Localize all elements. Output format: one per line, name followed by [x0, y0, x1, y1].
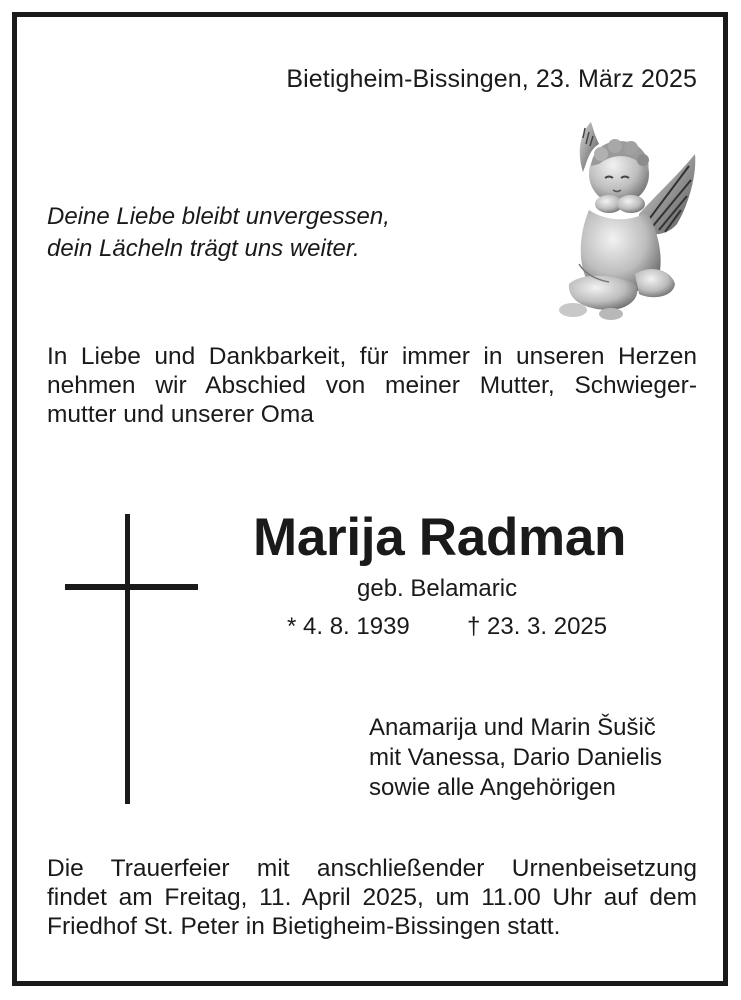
cross-vertical-bar [125, 514, 130, 804]
funeral-service-info [47, 854, 697, 941]
birth-date: * 4. 8. 1939 [287, 613, 410, 640]
death-date: † 23. 3. 2025 [467, 613, 608, 640]
cherub-angel-icon [539, 114, 699, 324]
memorial-quote [47, 201, 390, 265]
quote-line: dein Lächeln trägt uns weiter. [47, 235, 360, 262]
intro-line: nehmen wir Abschied von meiner Mutter, Schwieger- [47, 372, 697, 399]
intro-text [47, 342, 697, 429]
family-line: mit Vanessa, Dario Danielis [369, 744, 663, 771]
intro-line: mutter und unserer Oma [47, 401, 314, 428]
place-date: Bietigheim-Bissingen, 23. März 2025 [286, 65, 697, 93]
obituary-notice [12, 12, 728, 986]
service-line: findet am Freitag, 11. April 2025, um 11.00 Uhr auf dem [47, 884, 697, 911]
cross-horizontal-bar [65, 584, 198, 590]
quote-line: Deine Liebe bleibt unvergessen, [47, 203, 390, 230]
maiden-name: geb. Belamaric [357, 575, 518, 602]
deceased-name: Marija Radman [253, 508, 627, 567]
family-line: sowie alle Angehörigen [369, 774, 616, 801]
family-line: Anamarija und Marin Šušič [369, 714, 656, 741]
intro-line: In Liebe und Dankbarkeit, für immer in unseren Herzen [47, 343, 697, 370]
family-signature [369, 713, 662, 803]
service-line: Friedhof St. Peter in Bietigheim-Bissingen statt. [47, 913, 561, 940]
service-line: Die Trauerfeier mit anschließender Urnenbeisetzung [47, 855, 697, 882]
